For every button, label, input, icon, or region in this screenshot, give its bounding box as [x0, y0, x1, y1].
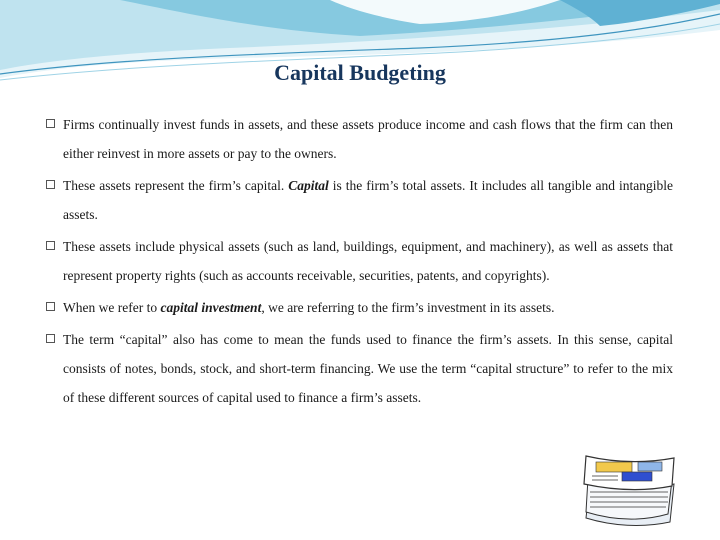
bullet-text: Firms continually invest funds in assets, and these assets produce income and cash flows that the firm can then either reinvest in more assets or pay to the owners. [63, 117, 673, 161]
bullet-item [46, 325, 673, 412]
bullet-box-icon [46, 241, 55, 250]
bullet-text: These assets include physical assets (such as land, buildings, equipment, and machinery), as well as assets that represent property rights (such as accounts receivable, securities, patents, and copyrights). [63, 239, 673, 283]
bullet-text [63, 293, 673, 322]
bullet-text [63, 171, 673, 229]
bullet-list [46, 110, 673, 415]
bullet-text: The term “capital” also has come to mean the funds used to finance the firm’s assets. In this sense, capital consists of notes, bonds, stock, and short-term financing. We use the term “capital structure” to refer to the mix of these different sources of capital used to finance a firm’s assets. [63, 332, 673, 405]
bullet-item [46, 110, 673, 168]
bullet-text-post: is the firm’s total assets. It includes all tangible and intangible assets. [63, 178, 673, 222]
bullet-box-icon [46, 302, 55, 311]
bullet-emphasis: Capital [288, 178, 329, 193]
bullet-box-icon [46, 180, 55, 189]
bullet-item [46, 232, 673, 290]
newspaper-clipart-icon [582, 452, 678, 528]
bullet-box-icon [46, 334, 55, 343]
bullet-item [46, 171, 673, 229]
slide-title: Capital Budgeting [274, 60, 446, 85]
bullet-box-icon [46, 119, 55, 128]
bullet-text-pre: When we refer to [63, 300, 161, 315]
bullet-text-post: , we are referring to the firm’s investment in its assets. [261, 300, 555, 315]
bullet-item [46, 293, 673, 322]
bullet-text-pre: These assets represent the firm’s capital. [63, 178, 289, 193]
bullet-emphasis: capital investment [160, 300, 262, 315]
